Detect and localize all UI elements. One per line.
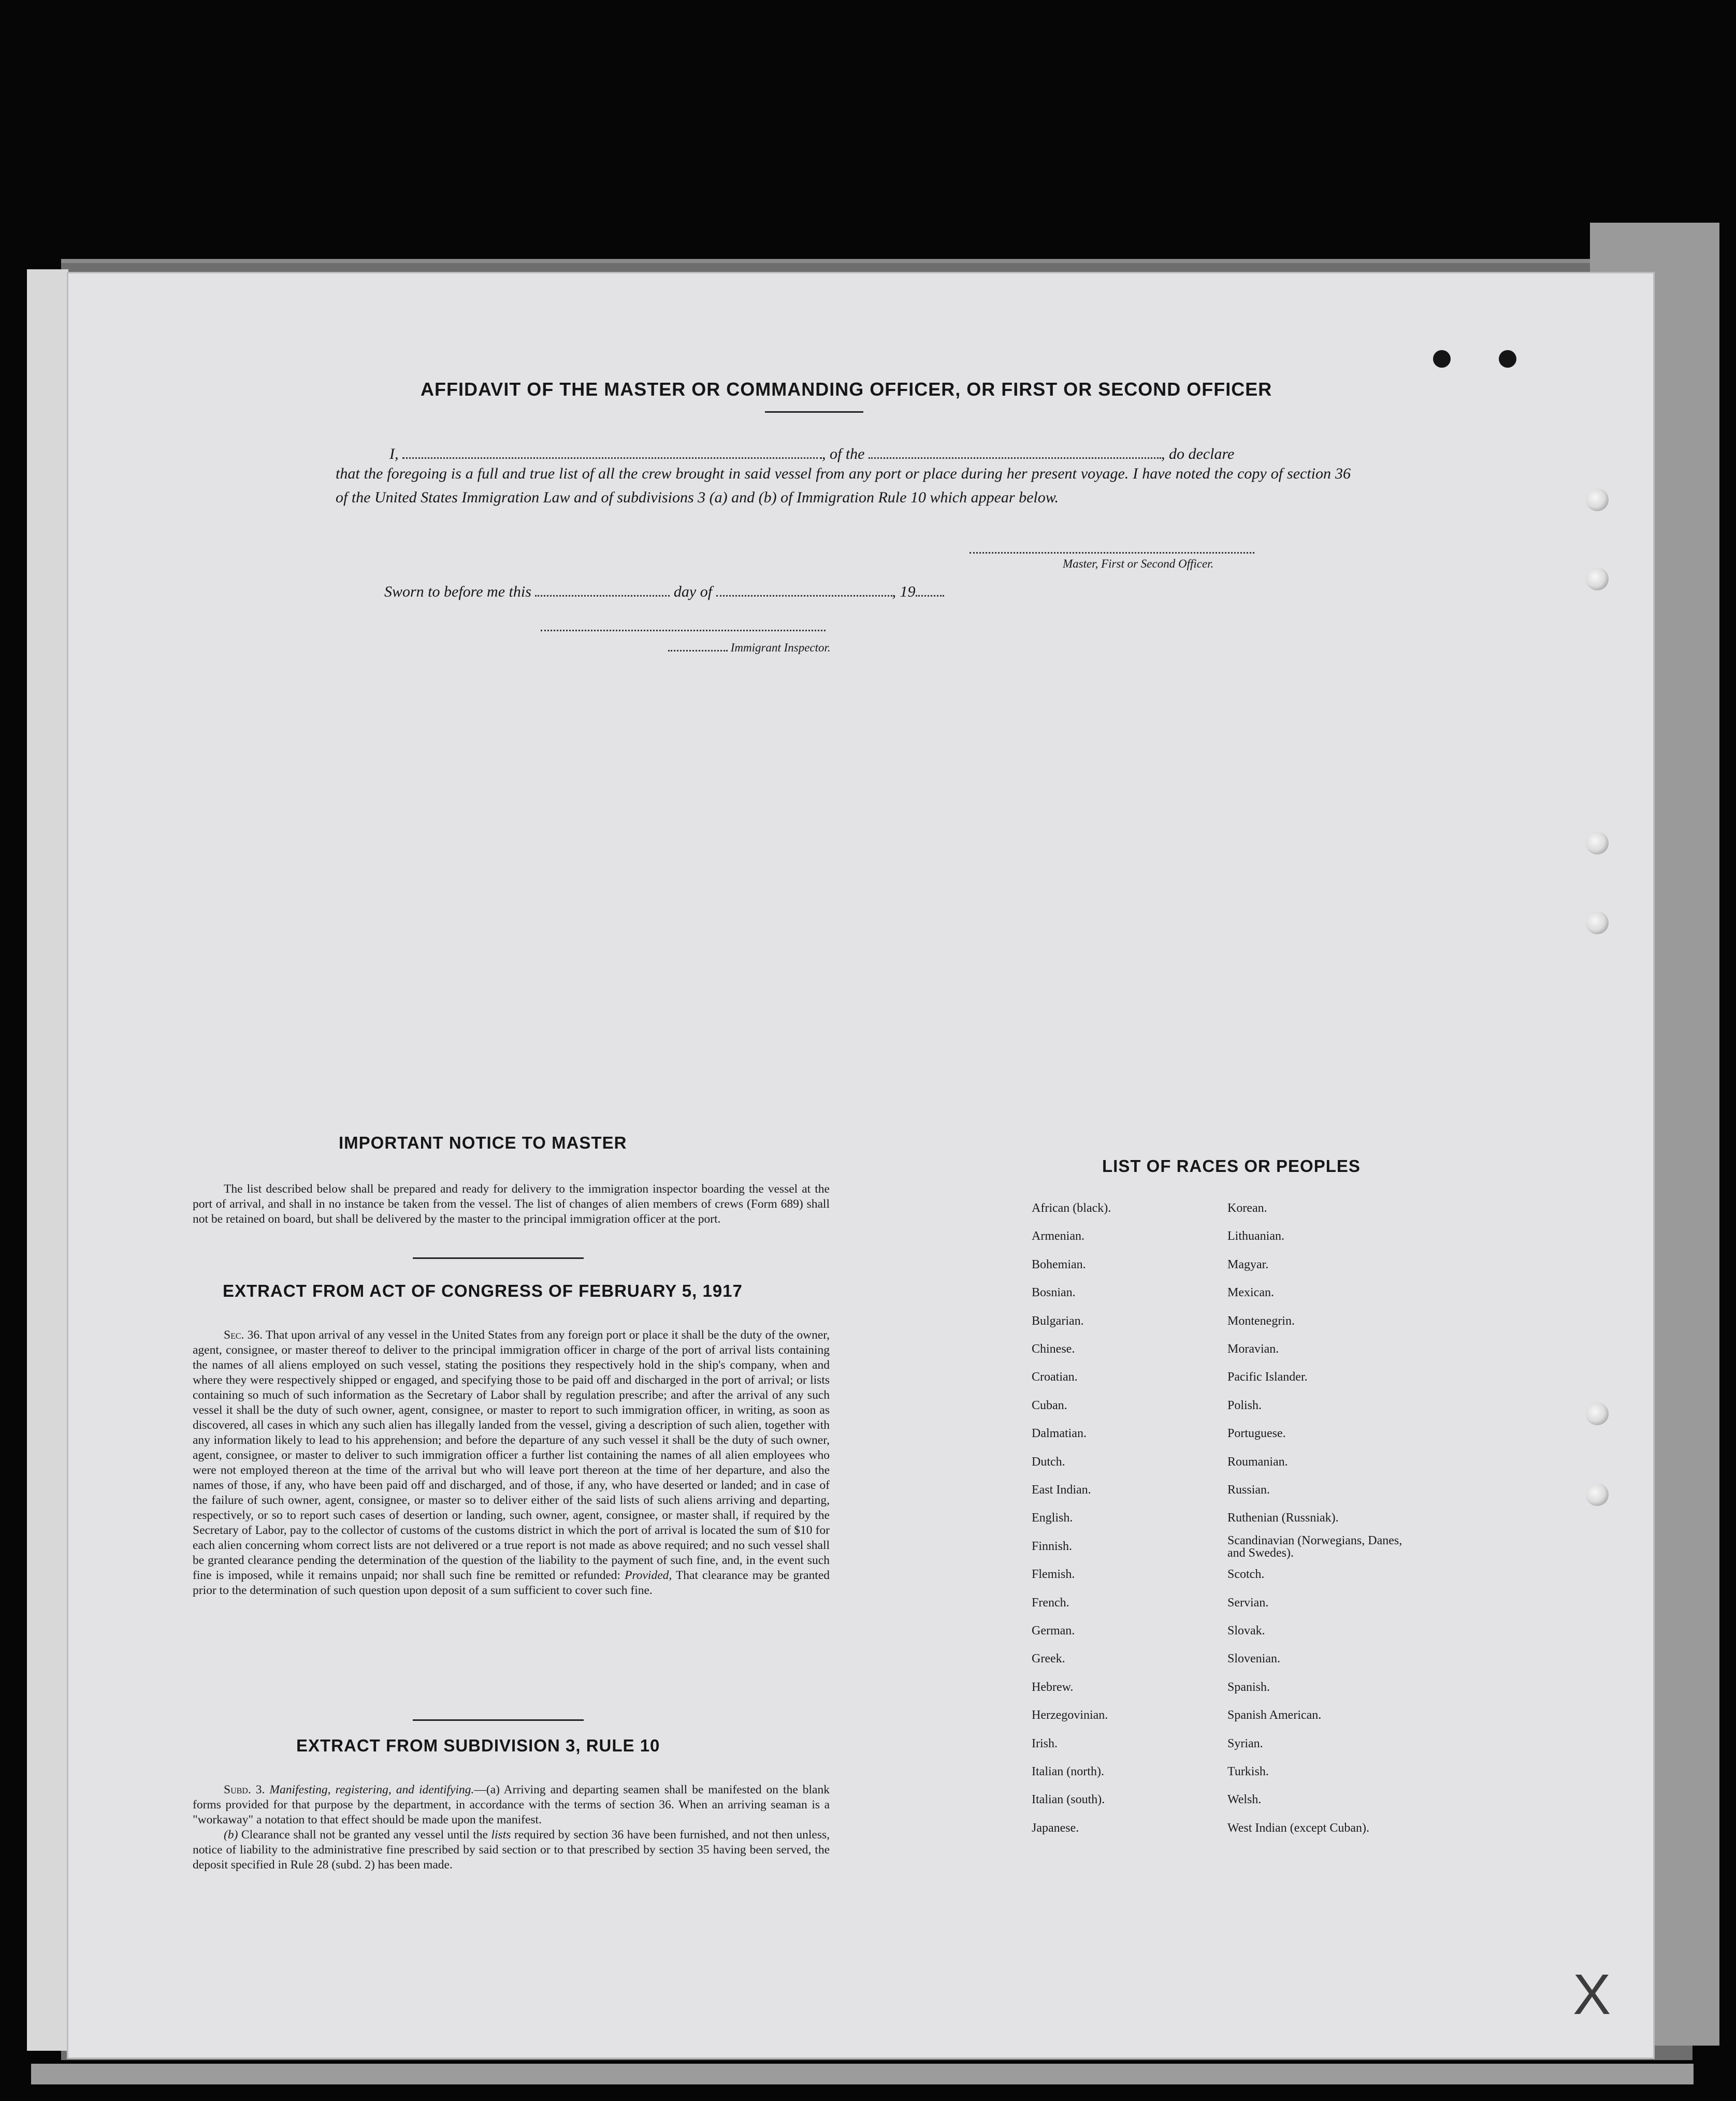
affidavit-declare: , do declare	[1161, 445, 1235, 462]
para-b-rest: required by section 36 have been furnished, and not then unless, notice of liability to the administrative fine prescribed by said section or to that prescribed by section 35 having been served, the deposit specified in Rule 28 (subd. 2) has been made.	[193, 1828, 830, 1872]
subd-heading: Manifesting, registering, and identifying.	[269, 1783, 474, 1796]
race-item: Hebrew.	[1032, 1680, 1074, 1694]
sworn-day-field	[535, 595, 670, 597]
vessel-name-field	[869, 457, 1161, 459]
sec-36-text: That upon arrival of any vessel in the United States from any foreign port or place it shall be the duty of the owner, agent, consignee, or master thereof to deliver to the principal immigration officer in charge of the port of arrival lists containing the names of all aliens employed on such vessel, stating the positions they respectively hold in the ship's company, when and where they were respectively shipped or engaged, and specifying those to be paid off and discharged in the port of arrival; or lists containing so much of such information as the Secretary of Labor shall by regulation prescribe; and after the arrival of any such vessel it shall be the duty of such owner, agent, consignee, or master to report to such immigration officer, in writing, as soon as discovered, all cases in which any such alien has illegally landed from the vessel, giving a description of such alien, together with any information likely to lead to his apprehension; and before the departure of any such vessel it shall be the duty of such owner, agent, consignee, or master to deliver to such immigration officer a further list containing the names of all alien employees who were not employed thereon at the time of the arrival but who will leave port thereon at the time of her departure, and also the names of those, if any, who have been paid off and discharged, and of those, if any, who have deserted or landed; and in case of the failure of such owner, agent, consignee, or master so to deliver either of the said lists of such aliens arriving and departing, respectively, or so to report such cases of desertion or landing, such owner, agent, consignee, or master shall, if required by the Secretary of Labor, pay to the collector of customs of the customs district in which the port of arrival is located the sum of $10 for each alien concerning whom correct lists are not delivered or a true report is not made as above required; and no such vessel shall be granted clearance pending the determination of the question of the liability to the payment of such fine, and, in the event such fine is imposed, while it remains unpaid; nor shall such fine be remitted or refunded:	[193, 1328, 830, 1582]
race-item: Polish.	[1227, 1398, 1262, 1412]
inspector-caption: Immigrant Inspector.	[730, 641, 831, 654]
master-name-field	[402, 457, 822, 459]
race-item: Herzegovinian.	[1032, 1708, 1108, 1722]
race-item: Syrian.	[1227, 1736, 1263, 1750]
race-item: Italian (south).	[1032, 1793, 1105, 1807]
race-item: Pacific Islander.	[1227, 1370, 1308, 1384]
sworn-month-field	[716, 595, 892, 597]
inspector-dots	[668, 650, 728, 651]
provided-label: Provided,	[625, 1569, 672, 1582]
race-item: French.	[1032, 1596, 1069, 1610]
manifest-page	[68, 273, 1653, 2057]
subd-label: Subd. 3.	[224, 1783, 265, 1796]
master-signature-caption: Master, First or Second Officer.	[1063, 557, 1214, 570]
provided-text: That clearance may be granted prior to the determination of such question upon deposit of a sum sufficient to cover such fine.	[193, 1569, 830, 1597]
race-item: Spanish American.	[1227, 1708, 1322, 1722]
para-a-text: —(a) Arriving and departing seamen shall be manifested on the blank forms provided for that purpose by the department, in accordance with the terms of section 36. When an arriving seaman is a "workaway" a notation to that effect should be made upon the manifest.	[193, 1783, 830, 1827]
year-prefix: , 19	[892, 583, 916, 600]
sworn-year-field	[916, 595, 944, 597]
race-item: Lithuanian.	[1227, 1229, 1284, 1243]
race-item: Chinese.	[1032, 1342, 1075, 1356]
race-item: Russian.	[1227, 1483, 1270, 1497]
race-item: Bohemian.	[1032, 1257, 1086, 1271]
race-item: Ruthenian (Russniak).	[1227, 1511, 1339, 1525]
handwritten-mark: X	[1573, 1963, 1611, 2026]
binder-hole	[1586, 1483, 1609, 1506]
race-item: Portuguese.	[1227, 1427, 1286, 1441]
notice-body-wrap	[193, 1182, 830, 1227]
race-item: Magyar.	[1227, 1257, 1269, 1271]
sworn-line	[384, 580, 944, 604]
left-sheet-edge	[27, 269, 68, 2051]
race-item: Bulgarian.	[1032, 1314, 1084, 1328]
race-item: Flemish.	[1032, 1568, 1075, 1582]
day-of-text: day of	[673, 583, 713, 600]
race-item: Servian.	[1227, 1596, 1269, 1610]
race-item: Finnish.	[1032, 1539, 1073, 1553]
act-extract-body	[193, 1328, 830, 1598]
para-b-label: (b)	[224, 1828, 238, 1842]
bottom-sheet-edge	[31, 2064, 1694, 2084]
inspector-signature-line	[541, 630, 826, 631]
title-rule	[765, 411, 863, 413]
affidavit-body: that the foregoing is a full and true list of all the crew brought in said vessel from any port or place during her present voyage. I have noted the copy of section 36 of the United States Immigration Law and of subdivisions 3 (a) and (b) of Immigration Rule 10 which appear below.	[336, 465, 1351, 506]
binder-hole	[1586, 832, 1609, 854]
race-item: Dutch.	[1032, 1455, 1065, 1469]
punch-hole	[1433, 350, 1451, 368]
race-item: Slovak.	[1227, 1624, 1265, 1638]
rule-extract-title: EXTRACT FROM SUBDIVISION 3, RULE 10	[296, 1736, 660, 1755]
sworn-text: Sworn to before me this	[384, 583, 531, 600]
race-item: Croatian.	[1032, 1370, 1078, 1384]
binder-hole	[1586, 568, 1609, 590]
section-rule	[413, 1257, 584, 1259]
race-item: Korean.	[1227, 1201, 1267, 1215]
race-item: Italian (north).	[1032, 1765, 1104, 1778]
race-item: German.	[1032, 1624, 1075, 1638]
affidavit-i: I,	[389, 445, 399, 462]
races-title: LIST OF RACES OR PEOPLES	[1102, 1156, 1361, 1176]
race-item: Slovenian.	[1227, 1652, 1280, 1666]
binder-hole	[1586, 488, 1609, 511]
race-item: Mexican.	[1227, 1286, 1274, 1300]
race-item: Turkish.	[1227, 1765, 1269, 1778]
race-item: Roumanian.	[1227, 1455, 1288, 1469]
master-signature-line	[970, 552, 1254, 554]
race-item: Spanish.	[1227, 1680, 1270, 1694]
rule-extract-body	[193, 1783, 830, 1873]
race-item: Armenian.	[1032, 1229, 1084, 1243]
inspector-caption-wrap	[668, 641, 831, 655]
act-extract-title: EXTRACT FROM ACT OF CONGRESS OF FEBRUARY 5, 1917	[223, 1281, 743, 1300]
para-b-lists: lists	[491, 1828, 511, 1842]
affidavit-of-the: , of the	[822, 445, 865, 462]
race-item: Greek.	[1032, 1652, 1065, 1666]
race-item: Moravian.	[1227, 1342, 1279, 1356]
binder-hole	[1586, 911, 1609, 934]
race-item: Japanese.	[1032, 1821, 1079, 1835]
sec-label: Sec. 36.	[224, 1328, 263, 1342]
binder-hole	[1586, 1402, 1609, 1425]
notice-title: IMPORTANT NOTICE TO MASTER	[339, 1133, 627, 1152]
race-item: Welsh.	[1227, 1793, 1262, 1807]
race-item: African (black).	[1032, 1201, 1111, 1215]
section-rule	[413, 1719, 584, 1721]
race-item: Scandinavian (Norwegians, Danes, and Swedes).	[1227, 1533, 1402, 1560]
race-item: Montenegrin.	[1227, 1314, 1295, 1328]
affidavit-title: AFFIDAVIT OF THE MASTER OR COMMANDING OFFICER, OR FIRST OR SECOND OFFICER	[421, 379, 1272, 400]
para-b-start: Clearance shall not be granted any vessel until the	[241, 1828, 488, 1842]
notice-body: The list described below shall be prepared and ready for delivery to the immigration inspector boarding the vessel at the port of arrival, and shall in no instance be taken from the vessel. The list of changes of alien members of crews (Form 689) shall not be retained on board, but shall be delivered by the master to the principal immigration officer at the port.	[193, 1182, 830, 1226]
race-item: Bosnian.	[1032, 1286, 1076, 1300]
punch-hole	[1499, 350, 1516, 368]
race-item: Cuban.	[1032, 1398, 1067, 1412]
race-item: West Indian (except Cuban).	[1227, 1821, 1369, 1835]
race-item: Scotch.	[1227, 1568, 1265, 1582]
race-item: East Indian.	[1032, 1483, 1091, 1497]
race-item: Irish.	[1032, 1736, 1058, 1750]
race-item: Dalmatian.	[1032, 1427, 1087, 1441]
race-item: English.	[1032, 1511, 1073, 1525]
